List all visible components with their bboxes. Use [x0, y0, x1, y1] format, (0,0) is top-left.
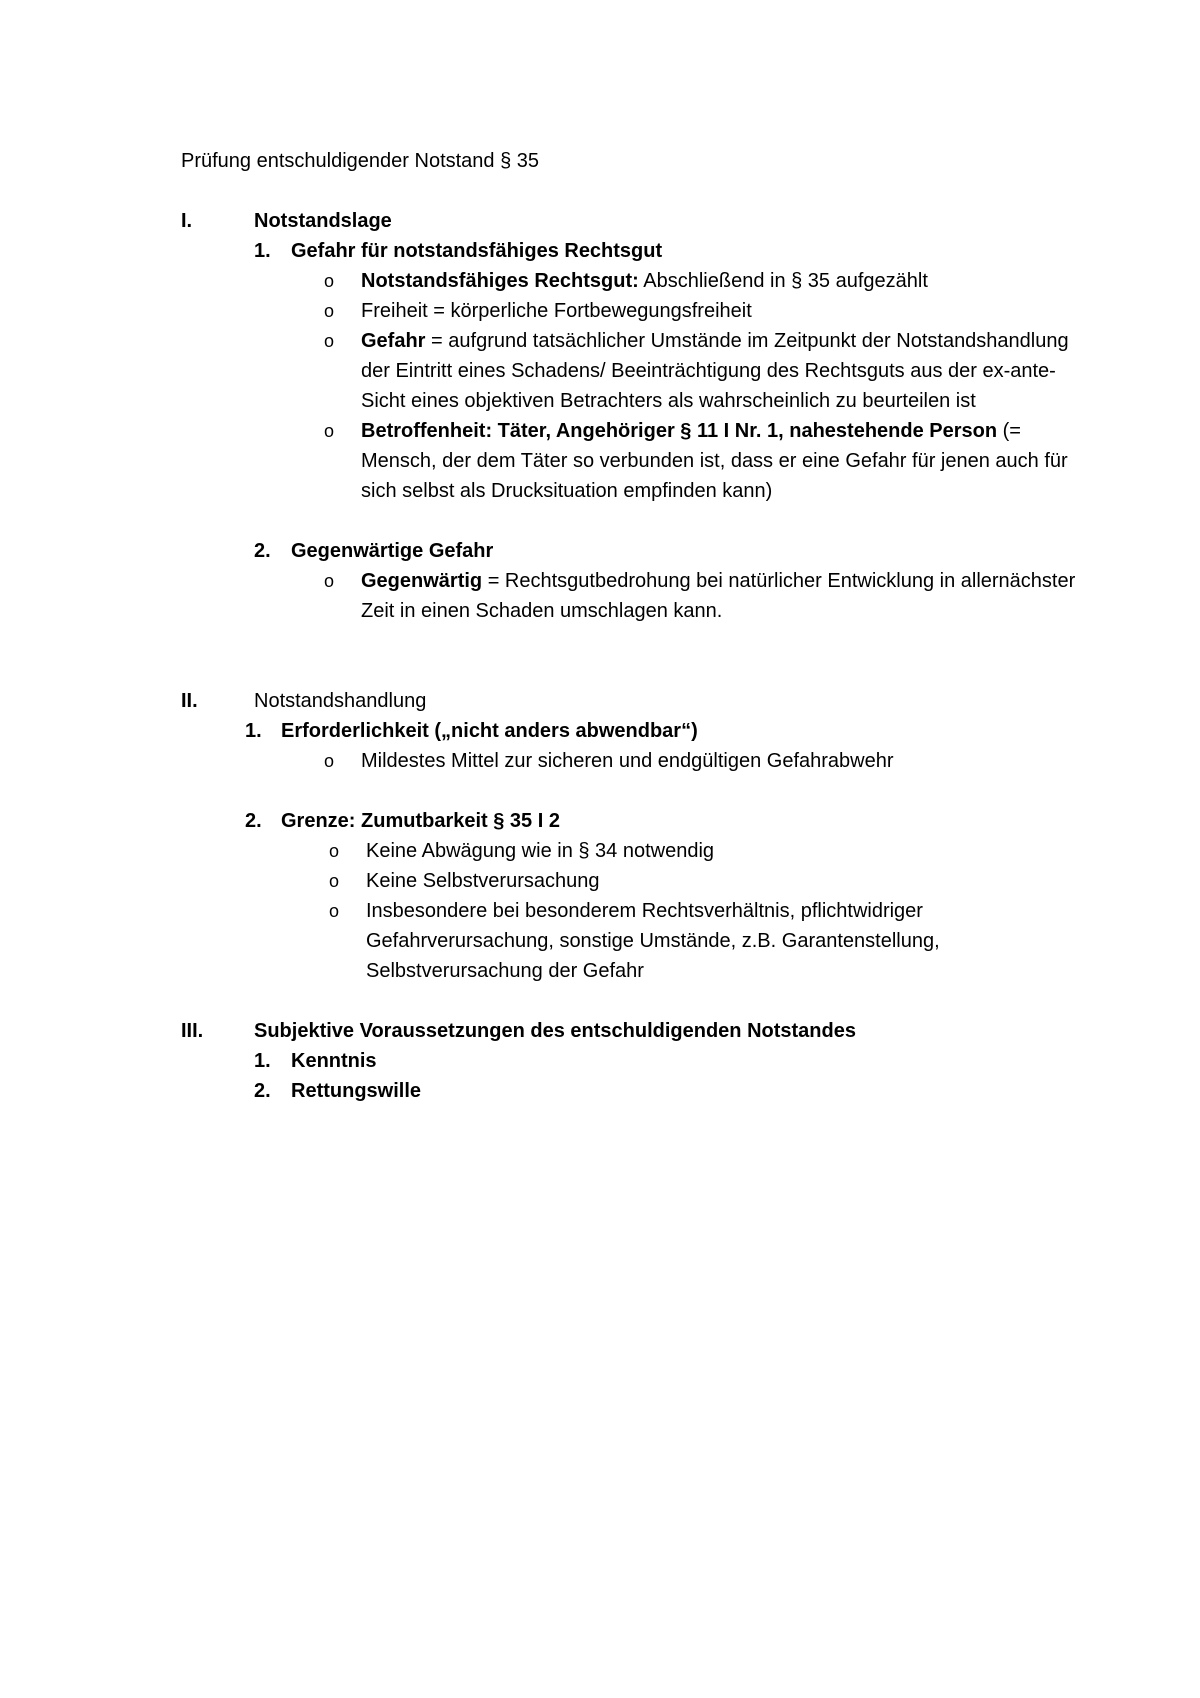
subsection-heading-row	[254, 536, 1081, 566]
subsection-heading: Grenze: Zumutbarkeit § 35 I 2	[281, 810, 560, 832]
section-numeral: III.	[181, 1020, 204, 1042]
bullet-icon: o	[329, 841, 340, 861]
item-body: = aufgrund tatsächlicher Umstände im Zeitpunkt der Notstandshandlung der Eintritt eines Schadens/ Beeinträchtigung des Rechtsguts aus der ex-ante-Sicht eines objektiven Betrachters als wahrscheinlich zu beurteilen ist	[361, 330, 1069, 412]
subsection-3-2	[254, 1076, 1081, 1106]
subsection-number: 2.	[254, 1080, 271, 1102]
list-item-text	[361, 566, 1081, 626]
subsection-heading-row	[245, 716, 1081, 746]
list-item	[329, 896, 1081, 986]
bullet-icon: o	[329, 871, 340, 891]
bullet-icon: o	[324, 571, 335, 591]
section-2	[181, 686, 1081, 986]
bold-term: Gefahr	[361, 330, 426, 352]
item-body: Abschließend in § 35 aufgezählt	[638, 270, 928, 292]
bullet-list	[324, 566, 1081, 626]
subsection-1-2	[254, 536, 1081, 626]
subsection-heading-row	[245, 806, 1081, 836]
subsection-number: 1.	[254, 240, 271, 262]
section-heading: Notstandslage	[254, 210, 392, 232]
section-numeral: II.	[181, 690, 198, 712]
section-heading: Subjektive Voraussetzungen des entschuldigenden Notstandes	[254, 1020, 856, 1042]
subsection-2-2	[245, 806, 1081, 986]
section-heading-row	[181, 686, 1081, 716]
bullet-list	[329, 836, 1081, 986]
list-item-text	[366, 836, 1081, 866]
item-body: Keine Abwägung wie in § 34 notwendig	[366, 840, 715, 862]
list-item	[324, 416, 1081, 506]
bullet-icon: o	[324, 331, 335, 351]
section-3	[181, 1016, 1081, 1106]
subsection-1-1	[254, 236, 1081, 506]
subsection-heading: Erforderlichkeit („nicht anders abwendbar“)	[281, 720, 698, 742]
item-body: Keine Selbstverursachung	[366, 870, 600, 892]
subsection-number: 2.	[254, 540, 271, 562]
subsection-heading-row	[254, 1076, 1081, 1106]
bullet-list	[324, 746, 1081, 776]
list-item	[329, 836, 1081, 866]
bullet-icon: o	[324, 301, 335, 321]
list-item-text	[361, 296, 1081, 326]
bold-term: Gegenwärtig	[361, 570, 483, 592]
section-heading-row	[181, 1016, 1081, 1046]
subsection-number: 2.	[245, 810, 262, 832]
item-body: Insbesondere bei besonderem Rechtsverhältnis, pflichtwidriger Gefahrverursachung, sonstige Umstände, z.B. Garantenstellung, Selbstverursachung der Gefahr	[366, 900, 940, 982]
section-heading: Notstandshandlung	[254, 690, 427, 712]
subsection-heading: Kenntnis	[291, 1050, 377, 1072]
list-item	[329, 866, 1081, 896]
subsection-heading-row	[254, 236, 1081, 266]
bullet-list	[324, 266, 1081, 506]
list-item-text	[366, 866, 1081, 896]
list-item	[324, 296, 1081, 326]
bullet-icon: o	[329, 901, 340, 921]
list-item-text	[366, 896, 1081, 986]
list-item	[324, 326, 1081, 416]
section-1	[181, 206, 1081, 626]
bullet-icon: o	[324, 751, 335, 771]
subsection-heading: Gefahr für notstandsfähiges Rechtsgut	[291, 240, 663, 262]
section-heading-row	[181, 206, 1081, 236]
list-item-text	[361, 416, 1081, 506]
list-item	[324, 266, 1081, 296]
subsection-heading-row	[254, 1046, 1081, 1076]
item-body: (= Mensch, der dem Täter so verbunden ist, dass er eine Gefahr für jenen auch für sich selbst als Drucksituation empfinden kann)	[361, 420, 1068, 502]
subsection-heading: Rettungswille	[291, 1080, 422, 1102]
list-item-text	[361, 266, 1081, 296]
list-item-text	[361, 326, 1081, 416]
subsection-heading: Gegenwärtige Gefahr	[291, 540, 494, 562]
list-item	[324, 746, 1081, 776]
subsection-3-1	[254, 1046, 1081, 1076]
bold-term: Notstandsfähiges Rechtsgut:	[361, 270, 639, 292]
item-body: = Rechtsgutbedrohung bei natürlicher Entwicklung in allernächster Zeit in einen Schaden umschlagen kann.	[361, 570, 1076, 622]
list-item	[324, 566, 1081, 626]
subsection-number: 1.	[245, 720, 262, 742]
document-title: Prüfung entschuldigender Notstand § 35	[181, 150, 540, 172]
list-item-text	[361, 746, 1081, 776]
item-body: Freiheit = körperliche Fortbewegungsfreiheit	[361, 300, 752, 322]
bold-term: Betroffenheit: Täter, Angehöriger § 11 I Nr. 1, nahestehende Person	[361, 420, 998, 442]
subsection-number: 1.	[254, 1050, 271, 1072]
bullet-icon: o	[324, 421, 335, 441]
item-body: Mildestes Mittel zur sicheren und endgültigen Gefahrabwehr	[361, 750, 894, 772]
bullet-icon: o	[324, 271, 335, 291]
subsection-2-1	[245, 716, 1081, 776]
section-numeral: I.	[181, 210, 193, 232]
